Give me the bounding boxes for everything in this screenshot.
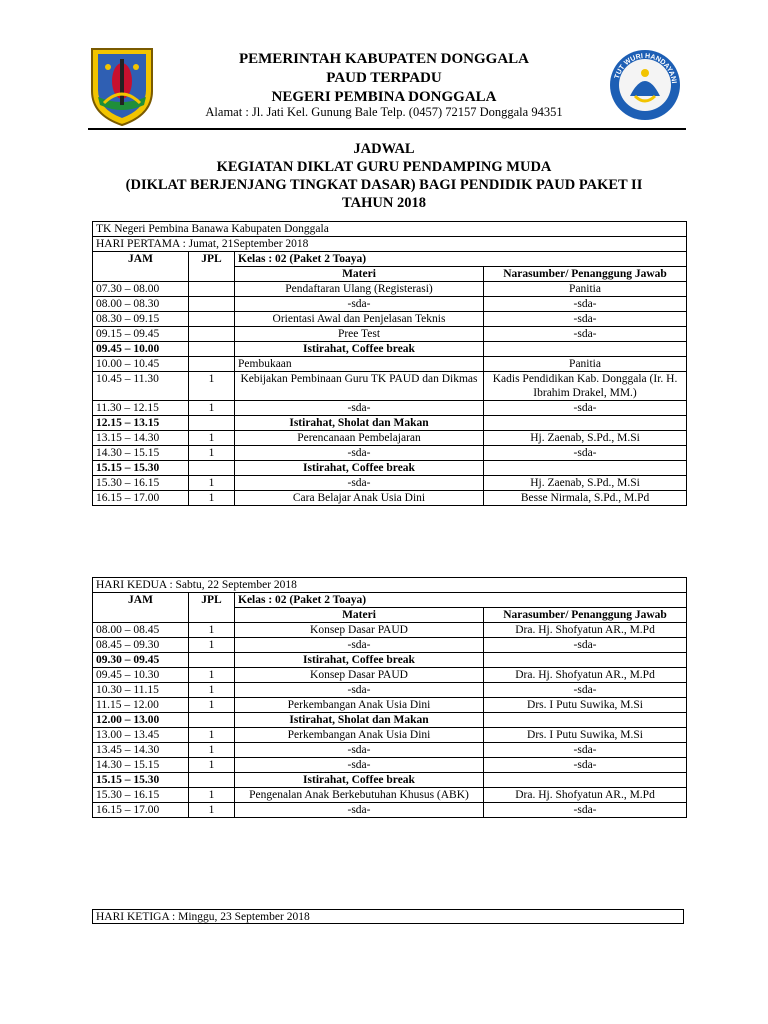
cell-narasumber: [484, 342, 687, 357]
cell-jam: 13.45 – 14.30: [93, 743, 189, 758]
table-row: [93, 773, 687, 788]
cell-jpl: 1: [189, 728, 235, 743]
cell-narasumber: Dra. Hj. Shofyatun AR., M.Pd: [484, 668, 687, 683]
cell-materi: -sda-: [235, 446, 484, 461]
class-label: Kelas : 02 (Paket 2 Toaya): [235, 593, 687, 608]
cell-materi: Istirahat, Sholat dan Makan: [235, 713, 484, 728]
table-row: [93, 461, 687, 476]
table-row: [93, 623, 687, 638]
cell-jam: 07.30 – 08.00: [93, 282, 189, 297]
school-type: PAUD TERPADU: [326, 70, 442, 86]
cell-materi: -sda-: [235, 743, 484, 758]
cell-jam: 08.30 – 09.15: [93, 312, 189, 327]
table-row: [93, 476, 687, 491]
cell-jam: 08.00 – 08.45: [93, 623, 189, 638]
cell-jpl: 1: [189, 698, 235, 713]
table-row: [93, 803, 687, 818]
col-jam: JAM: [93, 593, 189, 623]
cell-narasumber: Dra. Hj. Shofyatun AR., M.Pd: [484, 623, 687, 638]
col-jpl: JPL: [189, 593, 235, 623]
cell-narasumber: [484, 416, 687, 431]
cell-jpl: 1: [189, 446, 235, 461]
cell-materi: Istirahat, Coffee break: [235, 461, 484, 476]
cell-jam: 14.30 – 15.15: [93, 446, 189, 461]
table-row: [93, 653, 687, 668]
cell-materi: Istirahat, Coffee break: [235, 653, 484, 668]
cell-jam: 08.45 – 09.30: [93, 638, 189, 653]
cell-jpl: 1: [189, 401, 235, 416]
cell-narasumber: -sda-: [484, 683, 687, 698]
cell-jpl: 1: [189, 638, 235, 653]
cell-narasumber: -sda-: [484, 327, 687, 342]
day-row: HARI KEDUA : Sabtu, 22 September 2018: [93, 578, 687, 593]
cell-jpl: [189, 327, 235, 342]
class-label: Kelas : 02 (Paket 2 Toaya): [235, 252, 687, 267]
cell-materi: Istirahat, Sholat dan Makan: [235, 416, 484, 431]
cell-narasumber: [484, 773, 687, 788]
cell-materi: Perkembangan Anak Usia Dini: [235, 698, 484, 713]
table-row: [93, 668, 687, 683]
donggala-regency-emblem: [86, 45, 158, 127]
table-row: [93, 357, 687, 372]
cell-narasumber: Hj. Zaenab, S.Pd., M.Si: [484, 476, 687, 491]
cell-jam: 14.30 – 15.15: [93, 758, 189, 773]
header-divider: [88, 128, 686, 130]
cell-jam: 15.30 – 16.15: [93, 788, 189, 803]
school-row: TK Negeri Pembina Banawa Kabupaten Donggala: [93, 222, 687, 237]
cell-jam: 10.45 – 11.30: [93, 372, 189, 401]
cell-materi: Perencanaan Pembelajaran: [235, 431, 484, 446]
cell-materi: -sda-: [235, 638, 484, 653]
cell-narasumber: [484, 653, 687, 668]
cell-jpl: 1: [189, 758, 235, 773]
cell-narasumber: -sda-: [484, 638, 687, 653]
cell-narasumber: -sda-: [484, 743, 687, 758]
cell-jam: 16.15 – 17.00: [93, 803, 189, 818]
cell-jpl: 1: [189, 372, 235, 401]
cell-narasumber: -sda-: [484, 446, 687, 461]
cell-jpl: 1: [189, 476, 235, 491]
cell-narasumber: -sda-: [484, 758, 687, 773]
cell-jpl: 1: [189, 491, 235, 506]
day-row: HARI PERTAMA : Jumat, 21September 2018: [93, 237, 687, 252]
cell-narasumber: Panitia: [484, 357, 687, 372]
cell-narasumber: [484, 713, 687, 728]
cell-jpl: [189, 342, 235, 357]
cell-jpl: 1: [189, 788, 235, 803]
cell-narasumber: -sda-: [484, 401, 687, 416]
cell-narasumber: Besse Nirmala, S.Pd., M.Pd: [484, 491, 687, 506]
col-jpl: JPL: [189, 252, 235, 282]
table-row: [93, 683, 687, 698]
tut-wuri-handayani-emblem: [608, 46, 682, 124]
cell-jam: 09.45 – 10.30: [93, 668, 189, 683]
cell-jam: 09.15 – 09.45: [93, 327, 189, 342]
cell-materi: Orientasi Awal dan Penjelasan Teknis: [235, 312, 484, 327]
doc-title: JADWAL: [353, 141, 415, 157]
cell-narasumber: Drs. I Putu Suwika, M.Si: [484, 698, 687, 713]
cell-jpl: [189, 461, 235, 476]
col-jam: JAM: [93, 252, 189, 282]
cell-jam: 15.30 – 16.15: [93, 476, 189, 491]
cell-narasumber: Dra. Hj. Shofyatun AR., M.Pd: [484, 788, 687, 803]
table-row: [93, 431, 687, 446]
table-row: [93, 698, 687, 713]
cell-jam: 11.15 – 12.00: [93, 698, 189, 713]
cell-jam: 15.15 – 15.30: [93, 461, 189, 476]
cell-narasumber: -sda-: [484, 297, 687, 312]
cell-narasumber: [484, 461, 687, 476]
cell-jpl: 1: [189, 623, 235, 638]
cell-jam: 09.45 – 10.00: [93, 342, 189, 357]
cell-jam: 13.15 – 14.30: [93, 431, 189, 446]
table-row: [93, 282, 687, 297]
school-name: NEGERI PEMBINA DONGGALA: [271, 89, 497, 105]
cell-materi: Perkembangan Anak Usia Dini: [235, 728, 484, 743]
cell-jpl: 1: [189, 803, 235, 818]
schedule-table-day2: [92, 577, 687, 818]
cell-jam: 12.15 – 13.15: [93, 416, 189, 431]
table-row: [93, 342, 687, 357]
table-row: [93, 401, 687, 416]
cell-materi: -sda-: [235, 758, 484, 773]
cell-jpl: [189, 297, 235, 312]
cell-materi: Istirahat, Coffee break: [235, 773, 484, 788]
cell-jpl: [189, 357, 235, 372]
cell-narasumber: Hj. Zaenab, S.Pd., M.Si: [484, 431, 687, 446]
school-address: Alamat : Jl. Jati Kel. Gunung Bale Telp. (0457) 72157 Donggala 94351: [205, 105, 563, 119]
cell-jpl: [189, 653, 235, 668]
cell-jpl: [189, 416, 235, 431]
cell-jam: 08.00 – 08.30: [93, 297, 189, 312]
cell-jam: 16.15 – 17.00: [93, 491, 189, 506]
table-row: [93, 372, 687, 401]
cell-jpl: [189, 312, 235, 327]
table-row: [93, 638, 687, 653]
col-narasumber: Narasumber/ Penanggung Jawab: [484, 267, 687, 282]
table-row: [93, 758, 687, 773]
cell-jam: 12.00 – 13.00: [93, 713, 189, 728]
cell-materi: Kebijakan Pembinaan Guru TK PAUD dan Dikmas: [235, 372, 484, 401]
col-narasumber: Narasumber/ Penanggung Jawab: [484, 608, 687, 623]
cell-materi: Konsep Dasar PAUD: [235, 623, 484, 638]
cell-narasumber: -sda-: [484, 312, 687, 327]
table-row: [93, 713, 687, 728]
table-row: [93, 491, 687, 506]
table-row: [93, 446, 687, 461]
cell-jpl: 1: [189, 683, 235, 698]
table-row: [93, 327, 687, 342]
cell-materi: -sda-: [235, 683, 484, 698]
doc-subtitle-2: (DIKLAT BERJENJANG TINGKAT DASAR) BAGI PENDIDIK PAUD PAKET II: [125, 177, 643, 193]
table-row: [93, 743, 687, 758]
col-materi: Materi: [235, 608, 484, 623]
col-materi: Materi: [235, 267, 484, 282]
cell-jpl: [189, 773, 235, 788]
cell-jpl: 1: [189, 668, 235, 683]
cell-jpl: [189, 282, 235, 297]
cell-jpl: [189, 713, 235, 728]
table-row: [93, 728, 687, 743]
doc-year: TAHUN 2018: [342, 195, 426, 211]
cell-narasumber: -sda-: [484, 803, 687, 818]
cell-materi: -sda-: [235, 401, 484, 416]
table-row: [93, 297, 687, 312]
table-row: [93, 312, 687, 327]
cell-materi: Konsep Dasar PAUD: [235, 668, 484, 683]
gov-name: PEMERINTAH KABUPATEN DONGGALA: [238, 51, 529, 67]
cell-materi: Pendaftaran Ulang (Registerasi): [235, 282, 484, 297]
cell-jam: 10.30 – 11.15: [93, 683, 189, 698]
cell-materi: -sda-: [235, 297, 484, 312]
cell-materi: -sda-: [235, 803, 484, 818]
cell-materi: -sda-: [235, 476, 484, 491]
cell-narasumber: Kadis Pendidikan Kab. Donggala (Ir. H. Ibrahim Drakel, MM.): [484, 372, 687, 401]
cell-jam: 11.30 – 12.15: [93, 401, 189, 416]
table-row: [93, 416, 687, 431]
cell-materi: Cara Belajar Anak Usia Dini: [235, 491, 484, 506]
emblem-motto: TUT WURI HANDAYANI: [613, 52, 677, 84]
cell-jam: 13.00 – 13.45: [93, 728, 189, 743]
cell-jpl: 1: [189, 431, 235, 446]
cell-narasumber: Drs. I Putu Suwika, M.Si: [484, 728, 687, 743]
doc-subtitle-1: KEGIATAN DIKLAT GURU PENDAMPING MUDA: [216, 159, 552, 175]
cell-jpl: 1: [189, 743, 235, 758]
cell-materi: Istirahat, Coffee break: [235, 342, 484, 357]
cell-materi: Pengenalan Anak Berkebutuhan Khusus (ABK): [235, 788, 484, 803]
cell-jam: 09.30 – 09.45: [93, 653, 189, 668]
schedule-table-day1: [92, 221, 687, 506]
cell-materi: Pembukaan: [235, 357, 484, 372]
cell-materi: Pree Test: [235, 327, 484, 342]
cell-jam: 15.15 – 15.30: [93, 773, 189, 788]
cell-narasumber: Panitia: [484, 282, 687, 297]
cell-jam: 10.00 – 10.45: [93, 357, 189, 372]
day3-row: HARI KETIGA : Minggu, 23 September 2018: [92, 909, 684, 924]
table-row: [93, 788, 687, 803]
